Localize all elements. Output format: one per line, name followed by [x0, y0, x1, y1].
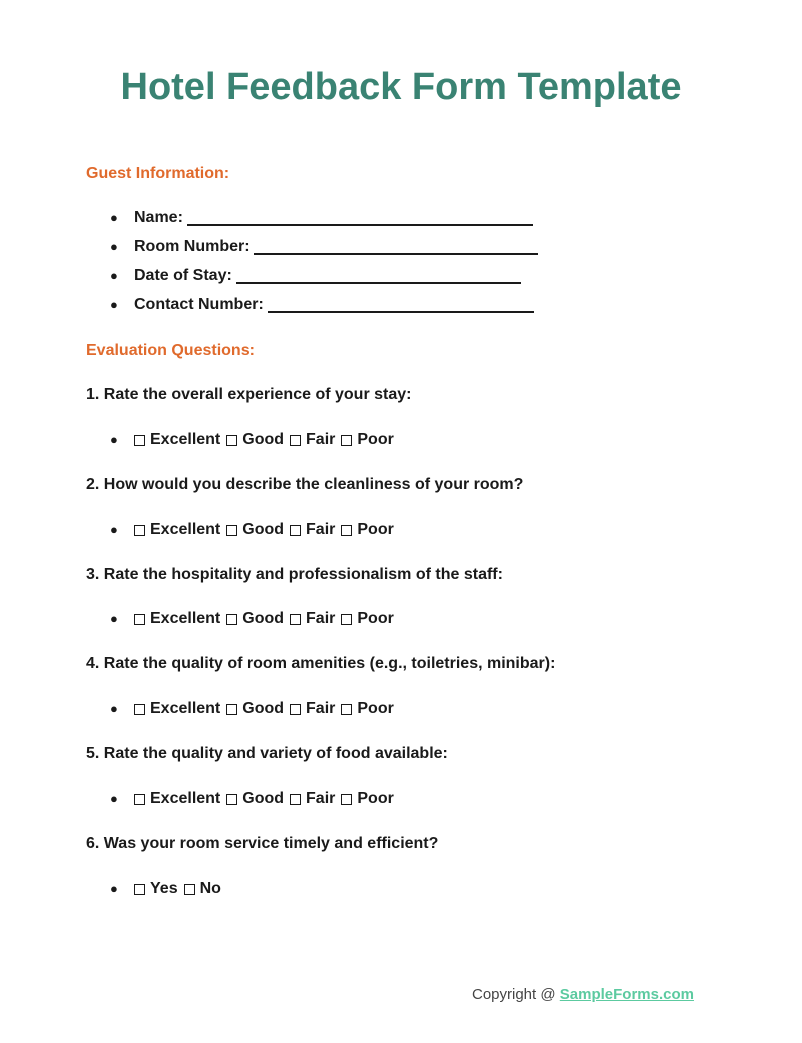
option-fair[interactable]: Fair — [290, 789, 335, 809]
option-good[interactable]: Good — [226, 430, 284, 450]
checkbox-icon[interactable] — [134, 884, 145, 895]
bullet-icon: ● — [110, 268, 118, 283]
field-label: Name: — [134, 209, 183, 226]
bullet-icon: ● — [110, 791, 118, 806]
sampleforms-link[interactable]: SampleForms.com — [559, 986, 694, 1003]
option-yes[interactable]: Yes — [134, 879, 178, 899]
guest-field-contact-number — [110, 295, 534, 315]
bullet-icon: ● — [110, 432, 118, 447]
checkbox-icon[interactable] — [290, 525, 301, 536]
checkbox-icon[interactable] — [134, 704, 145, 715]
checkbox-icon[interactable] — [290, 435, 301, 446]
question-2: 2. How would you describe the cleanliness of your room? — [86, 476, 524, 493]
option-excellent[interactable]: Excellent — [134, 609, 220, 629]
option-excellent[interactable]: Excellent — [134, 789, 220, 809]
bullet-icon: ● — [110, 611, 118, 626]
question-6: 6. Was your room service timely and efficient? — [86, 835, 439, 852]
guest-field-name — [110, 208, 533, 228]
checkbox-icon[interactable] — [134, 525, 145, 536]
guest-information-heading: Guest Information: — [86, 165, 230, 182]
question-3-options — [110, 609, 394, 629]
question-6-options — [110, 879, 221, 899]
question-1: 1. Rate the overall experience of your stay: — [86, 386, 412, 403]
checkbox-icon[interactable] — [134, 614, 145, 625]
copyright-text: Copyright @ — [472, 986, 560, 1003]
date-of-stay-blank-line[interactable] — [236, 268, 521, 284]
name-blank-line[interactable] — [187, 210, 533, 226]
checkbox-icon[interactable] — [226, 704, 237, 715]
checkbox-icon[interactable] — [184, 884, 195, 895]
option-excellent[interactable]: Excellent — [134, 699, 220, 719]
checkbox-icon[interactable] — [341, 794, 352, 805]
option-fair[interactable]: Fair — [290, 609, 335, 629]
option-good[interactable]: Good — [226, 789, 284, 809]
option-poor[interactable]: Poor — [341, 699, 393, 719]
option-good[interactable]: Good — [226, 699, 284, 719]
option-excellent[interactable]: Excellent — [134, 520, 220, 540]
evaluation-questions-heading: Evaluation Questions: — [86, 342, 255, 359]
checkbox-icon[interactable] — [341, 525, 352, 536]
checkbox-icon[interactable] — [226, 794, 237, 805]
question-4-options — [110, 699, 394, 719]
option-fair[interactable]: Fair — [290, 520, 335, 540]
checkbox-icon[interactable] — [290, 794, 301, 805]
page-title: Hotel Feedback Form Template — [120, 66, 682, 108]
room-number-blank-line[interactable] — [254, 239, 538, 255]
bullet-icon: ● — [110, 881, 118, 896]
bullet-icon: ● — [110, 210, 118, 225]
option-poor[interactable]: Poor — [341, 430, 393, 450]
bullet-icon: ● — [110, 522, 118, 537]
contact-number-blank-line[interactable] — [268, 297, 534, 313]
option-excellent[interactable]: Excellent — [134, 430, 220, 450]
option-fair[interactable]: Fair — [290, 699, 335, 719]
question-2-options — [110, 520, 394, 540]
checkbox-icon[interactable] — [290, 704, 301, 715]
checkbox-icon[interactable] — [341, 704, 352, 715]
guest-field-date-of-stay — [110, 266, 521, 286]
question-4: 4. Rate the quality of room amenities (e.g., toiletries, minibar): — [86, 655, 556, 672]
option-fair[interactable]: Fair — [290, 430, 335, 450]
option-poor[interactable]: Poor — [341, 609, 393, 629]
guest-field-room-number — [110, 237, 538, 257]
option-good[interactable]: Good — [226, 520, 284, 540]
option-no[interactable]: No — [184, 879, 221, 899]
question-3: 3. Rate the hospitality and professionalism of the staff: — [86, 566, 503, 583]
checkbox-icon[interactable] — [341, 614, 352, 625]
checkbox-icon[interactable] — [134, 435, 145, 446]
field-label: Room Number: — [134, 238, 250, 255]
option-poor[interactable]: Poor — [341, 789, 393, 809]
option-good[interactable]: Good — [226, 609, 284, 629]
copyright-footer — [472, 985, 694, 1005]
question-5: 5. Rate the quality and variety of food available: — [86, 745, 448, 762]
checkbox-icon[interactable] — [226, 614, 237, 625]
checkbox-icon[interactable] — [226, 525, 237, 536]
checkbox-icon[interactable] — [226, 435, 237, 446]
bullet-icon: ● — [110, 239, 118, 254]
checkbox-icon[interactable] — [290, 614, 301, 625]
bullet-icon: ● — [110, 701, 118, 716]
option-poor[interactable]: Poor — [341, 520, 393, 540]
field-label: Contact Number: — [134, 296, 264, 313]
checkbox-icon[interactable] — [134, 794, 145, 805]
checkbox-icon[interactable] — [341, 435, 352, 446]
bullet-icon: ● — [110, 297, 118, 312]
field-label: Date of Stay: — [134, 267, 232, 284]
question-1-options — [110, 430, 394, 450]
question-5-options — [110, 789, 394, 809]
